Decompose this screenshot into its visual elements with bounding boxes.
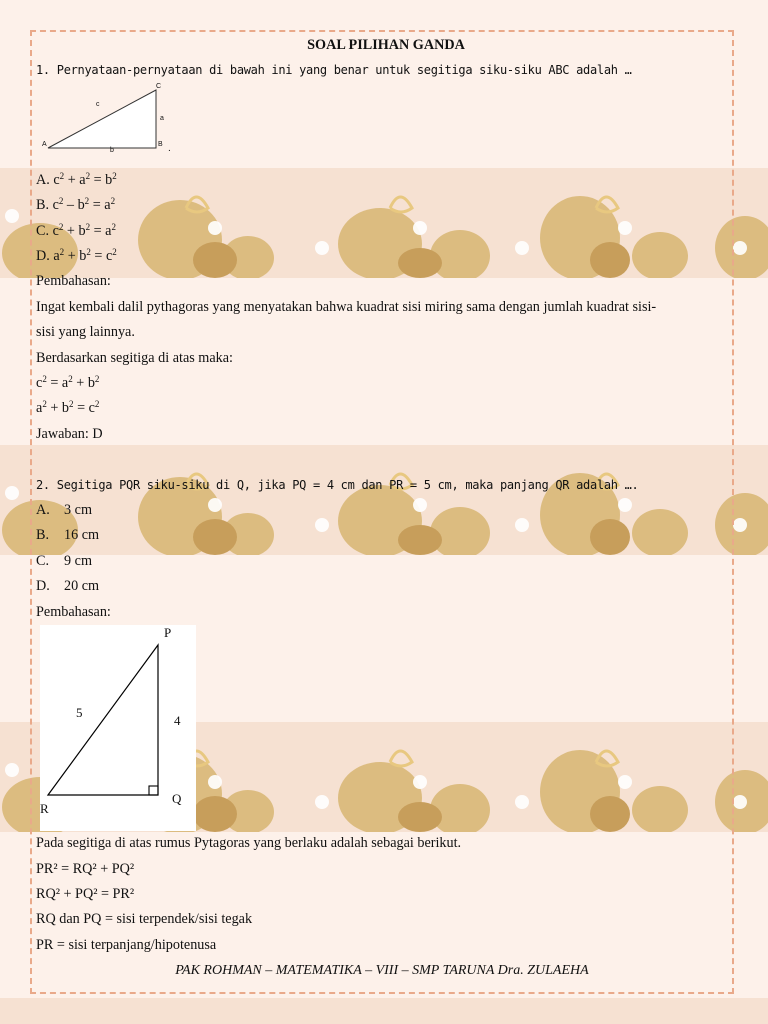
q1-question: 1. Pernyataan-pernyataan di bawah ini yang benar untuk segitiga siku-siku ABC adalah … [36, 63, 632, 78]
q2-explanation-line-1: Pada segitiga di atas rumus Pytagoras yang berlaku adalah sebagai berikut. [36, 835, 462, 852]
q2-option-a: A. 3 cm [36, 502, 92, 519]
q2-explanation-line-3: RQ² + PQ² = PR² [36, 885, 135, 902]
q1-discussion-title: Pembahasan: [36, 273, 111, 290]
q1-discussion-line-2: sisi yang lainnya. [36, 324, 135, 341]
q1-option-d: D. $a^2 + b^2 = c^2$ [36, 247, 117, 265]
decor-band-4 [0, 998, 768, 1024]
q1-discussion-line-1: Ingat kembali dalil pythagoras yang menyatakan bahwa kuadrat sisi miring sama dengan jumlah kuadrat sisi- [36, 298, 657, 315]
vertex-p-label: P [164, 625, 172, 641]
q1-equation-2: $a^2 + b^2 = c^2$ [36, 399, 100, 417]
vertex-r-label: R [40, 801, 49, 817]
q1-answer: Jawaban: D [36, 425, 103, 442]
page-footer: PAK ROHMAN – MATEMATIKA – VIII – SMP TARUNA Dra. ZULAEHA [175, 963, 589, 978]
side-pq-label: 4 [174, 713, 181, 729]
q2-triangle-figure [36, 625, 736, 831]
page-title: SOAL PILIHAN GANDA [307, 37, 465, 53]
q1-option-b: B. $c^2 - b^2 = a^2$ [36, 196, 116, 214]
q2-question: 2. Segitiga PQR siku-siku di Q, jika PQ = 4 cm dan PR = 5 cm, maka panjang QR adalah …. [36, 477, 639, 492]
vertex-b-label: B [158, 140, 163, 148]
document-body [36, 33, 736, 958]
q1-equation-1: $c^2 = a^2 + b^2$ [36, 374, 100, 392]
vertex-q-label: Q [172, 791, 182, 807]
q2-explanation-line-5: PR = sisi terpanjang/hipotenusa [36, 936, 217, 953]
q1-triangle-figure [36, 84, 736, 168]
side-a-label: a [160, 114, 164, 122]
q2-option-d: D. 20 cm [36, 578, 100, 595]
q2-explanation-line-2: PR² = RQ² + PQ² [36, 860, 135, 877]
q1-option-c: C. $c^2 + b^2 = a^2$ [36, 221, 116, 239]
q2-option-b: B. 16 cm [36, 527, 100, 544]
q2-option-c: C. 9 cm [36, 552, 92, 569]
q2-explanation-line-4: RQ dan PQ = sisi terpendek/sisi tegak [36, 911, 253, 928]
hypotenuse-label: 5 [76, 705, 83, 721]
figure-dot: . [168, 142, 171, 154]
side-c-label: c [96, 100, 100, 108]
q2-discussion-title: Pembahasan: [36, 603, 111, 620]
triangle-abc [36, 84, 196, 168]
q1-discussion-line-3: Berdasarkan segitiga di atas maka: [36, 349, 233, 366]
vertex-c-label: C [156, 82, 162, 90]
vertex-a-label: A [42, 140, 47, 148]
q1-option-a: A. $c^2 + a^2 = b^2$ [36, 170, 117, 188]
side-b-label: b [110, 146, 114, 154]
